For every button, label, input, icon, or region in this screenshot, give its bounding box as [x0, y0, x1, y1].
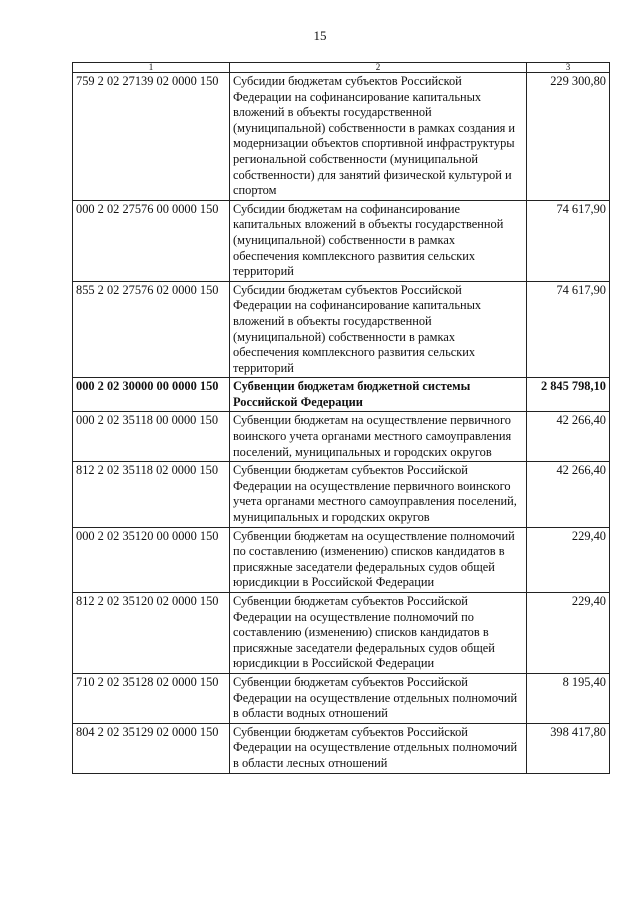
row-name-cell: Субсидии бюджетам субъектов Российской Федерации на софинансирование капитальных вложений в объекты государственной (муниципальной) собственности в рамках обеспечения комплексного развития сельских территорий [230, 281, 527, 378]
row-code-cell: 000 2 02 27576 00 0000 150 [73, 200, 230, 281]
row-name-cell: Субвенции бюджетам субъектов Российской Федерации на осуществление полномочий по составлению (изменению) списков кандидатов в присяжные заседатели федеральных судов общей юрисдикции в Российской Федерации [230, 593, 527, 674]
row-code-cell: 804 2 02 35129 02 0000 150 [73, 723, 230, 773]
row-name-cell: Субвенции бюджетам бюджетной системы Российской Федерации [230, 378, 527, 412]
column-header-code: 1 [73, 63, 230, 73]
row-amount-cell: 74 617,90 [527, 200, 610, 281]
row-amount-cell: 229,40 [527, 527, 610, 592]
row-amount-cell: 42 266,40 [527, 412, 610, 462]
row-amount-cell: 398 417,80 [527, 723, 610, 773]
row-amount-cell: 229 300,80 [527, 73, 610, 201]
column-header-amount: 3 [527, 63, 610, 73]
table-row [73, 673, 610, 723]
column-header-name: 2 [230, 63, 527, 73]
table-row [73, 462, 610, 527]
row-code-cell: 855 2 02 27576 02 0000 150 [73, 281, 230, 378]
row-code-cell: 000 2 02 35118 00 0000 150 [73, 412, 230, 462]
table-row [73, 593, 610, 674]
row-code-cell: 812 2 02 35120 02 0000 150 [73, 593, 230, 674]
table-row [73, 412, 610, 462]
table-row [73, 73, 610, 201]
row-amount-cell: 42 266,40 [527, 462, 610, 527]
table-row [73, 378, 610, 412]
table-header-row [73, 63, 610, 73]
row-code-cell: 710 2 02 35128 02 0000 150 [73, 673, 230, 723]
row-amount-cell: 229,40 [527, 593, 610, 674]
row-amount-cell: 74 617,90 [527, 281, 610, 378]
table-row [73, 527, 610, 592]
row-name-cell: Субвенции бюджетам на осуществление полномочий по составлению (изменению) списков кандидатов в присяжные заседатели федеральных судов общей юрисдикции в Российской Федерации [230, 527, 527, 592]
table-row [73, 281, 610, 378]
row-code-cell: 000 2 02 35120 00 0000 150 [73, 527, 230, 592]
row-code-cell: 812 2 02 35118 02 0000 150 [73, 462, 230, 527]
row-amount-cell: 2 845 798,10 [527, 378, 610, 412]
row-name-cell: Субвенции бюджетам субъектов Российской Федерации на осуществление отдельных полномочий в области водных отношений [230, 673, 527, 723]
row-amount-cell: 8 195,40 [527, 673, 610, 723]
table-row [73, 200, 610, 281]
page-number: 15 [313, 28, 327, 43]
row-code-cell: 000 2 02 30000 00 0000 150 [73, 378, 230, 412]
row-name-cell: Субвенции бюджетам субъектов Российской Федерации на осуществление первичного воинского учета органами местного самоуправления поселений, муниципальных и городских округов [230, 462, 527, 527]
row-name-cell: Субвенции бюджетам на осуществление первичного воинского учета органами местного самоуправления поселений, муниципальных и городских округов [230, 412, 527, 462]
budget-table [72, 62, 610, 774]
row-code-cell: 759 2 02 27139 02 0000 150 [73, 73, 230, 201]
row-name-cell: Субсидии бюджетам на софинансирование капитальных вложений в объекты государственной (муниципальной) собственности в рамках обеспечения комплексного развития сельских территорий [230, 200, 527, 281]
row-name-cell: Субсидии бюджетам субъектов Российской Федерации на софинансирование капитальных вложений в объекты государственной (муниципальной) собственности в рамках создания и модернизации объектов спортивной инфраструктуры региональной собственности (муниципальной собственности) для занятий физической культурой и спортом [230, 73, 527, 201]
table-row [73, 723, 610, 773]
row-name-cell: Субвенции бюджетам субъектов Российской Федерации на осуществление отдельных полномочий в области лесных отношений [230, 723, 527, 773]
